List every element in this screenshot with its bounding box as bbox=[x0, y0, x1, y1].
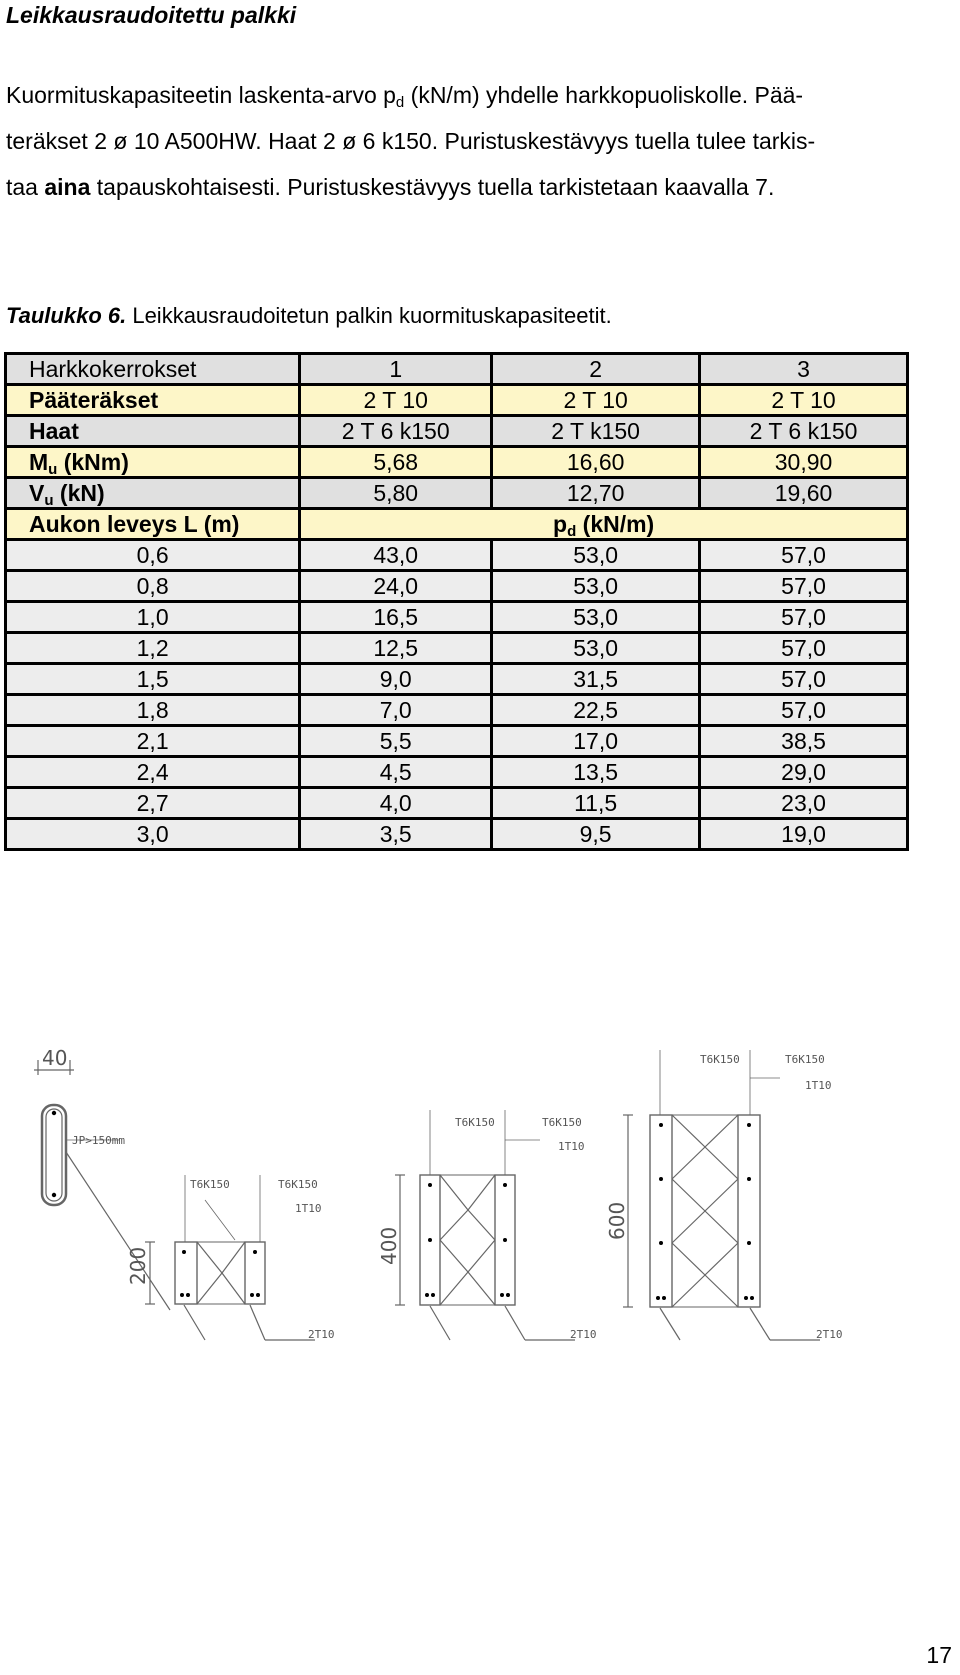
table-cell: 2 T 6 k150 bbox=[300, 416, 492, 447]
label-1t10: 1T10 bbox=[295, 1202, 322, 1215]
row-label: Pääteräkset bbox=[6, 385, 300, 416]
span-cell: 1,5 bbox=[6, 664, 300, 695]
row-label: Haat bbox=[6, 416, 300, 447]
table-row bbox=[6, 664, 908, 695]
table-row-vu bbox=[6, 478, 908, 509]
reinforcement-drawing bbox=[0, 1040, 960, 1350]
row-label: Aukon leveys L (m) bbox=[6, 509, 300, 540]
label-1t10: 1T10 bbox=[805, 1079, 832, 1092]
table-row bbox=[6, 633, 908, 664]
pd-header: $p_d$ (kN/m) bbox=[300, 509, 908, 540]
pd-cell: 3,5 bbox=[300, 819, 492, 850]
label-2t10: 2T10 bbox=[570, 1328, 597, 1341]
header-label: Harkkokerrokset bbox=[6, 354, 300, 385]
pd-cell: 9,0 bbox=[300, 664, 492, 695]
dim-600: 600 bbox=[605, 1201, 629, 1240]
dim-40: 40 bbox=[42, 1046, 68, 1070]
span-cell: 3,0 bbox=[6, 819, 300, 850]
pd-cell: 9,5 bbox=[492, 819, 700, 850]
span-cell: 0,6 bbox=[6, 540, 300, 571]
table-row-mu bbox=[6, 447, 908, 478]
pd-cell: 53,0 bbox=[492, 602, 700, 633]
table-header-row bbox=[6, 354, 908, 385]
pd-cell: 43,0 bbox=[300, 540, 492, 571]
pd-cell: 17,0 bbox=[492, 726, 700, 757]
jp-label: JP>150mm bbox=[72, 1134, 125, 1147]
header-col-3: 3 bbox=[700, 354, 908, 385]
row-label: $V_u$ (kN) bbox=[6, 478, 300, 509]
table-row-paateraks bbox=[6, 385, 908, 416]
span-cell: 2,7 bbox=[6, 788, 300, 819]
table-cell: 5,68 bbox=[300, 447, 492, 478]
table-row-haat bbox=[6, 416, 908, 447]
label-1t10: 1T10 bbox=[558, 1140, 585, 1153]
para-line-3: taa aina tapauskohtaisesti. Puristuskestävyys tuella tarkistetaan kaavalla 7. bbox=[6, 174, 775, 200]
table-row bbox=[6, 819, 908, 850]
span-cell: 1,8 bbox=[6, 695, 300, 726]
table-cell: 12,70 bbox=[492, 478, 700, 509]
table-cell: 30,90 bbox=[700, 447, 908, 478]
table-row bbox=[6, 726, 908, 757]
pd-cell: 57,0 bbox=[700, 664, 908, 695]
pd-cell: 53,0 bbox=[492, 540, 700, 571]
dim-200: 200 bbox=[126, 1246, 150, 1285]
pd-cell: 19,0 bbox=[700, 819, 908, 850]
table-cell: 2 T k150 bbox=[492, 416, 700, 447]
pd-cell: 22,5 bbox=[492, 695, 700, 726]
table-body bbox=[6, 540, 908, 850]
pd-cell: 57,0 bbox=[700, 571, 908, 602]
pd-cell: 7,0 bbox=[300, 695, 492, 726]
pd-cell: 57,0 bbox=[700, 695, 908, 726]
pd-cell: 29,0 bbox=[700, 757, 908, 788]
table-cell: 2 T 10 bbox=[300, 385, 492, 416]
para-line-1: Kuormituskapasiteetin laskenta-arvo $p_d$ (kN/m) yhdelle harkkopuoliskolle. Pää- bbox=[6, 82, 804, 111]
row-label: $M_u$ (kNm) bbox=[6, 447, 300, 478]
table-cell: 2 T 10 bbox=[492, 385, 700, 416]
page-number: 17 bbox=[926, 1642, 952, 1668]
pd-cell: 4,5 bbox=[300, 757, 492, 788]
pd-cell: 53,0 bbox=[492, 633, 700, 664]
table-row bbox=[6, 571, 908, 602]
pd-cell: 16,5 bbox=[300, 602, 492, 633]
table-cell: 2 T 6 k150 bbox=[700, 416, 908, 447]
pd-cell: 4,0 bbox=[300, 788, 492, 819]
dim-400: 400 bbox=[377, 1226, 401, 1265]
label-t6k150: T6K150 bbox=[542, 1116, 582, 1129]
para-line-2: teräkset 2 ø 10 A500HW. Haat 2 ø 6 k150. Puristuskestävyys tuella tulee tarkis- bbox=[6, 128, 816, 154]
table-cell: 2 T 10 bbox=[700, 385, 908, 416]
span-cell: 2,4 bbox=[6, 757, 300, 788]
span-cell: 2,1 bbox=[6, 726, 300, 757]
label-t6k150: T6K150 bbox=[700, 1053, 740, 1066]
pd-cell: 31,5 bbox=[492, 664, 700, 695]
header-col-2: 2 bbox=[492, 354, 700, 385]
intro-paragraph bbox=[6, 72, 952, 210]
pd-cell: 38,5 bbox=[700, 726, 908, 757]
pd-cell: 53,0 bbox=[492, 571, 700, 602]
table-cell: 5,80 bbox=[300, 478, 492, 509]
header-col-1: 1 bbox=[300, 354, 492, 385]
pd-cell: 12,5 bbox=[300, 633, 492, 664]
pd-cell: 5,5 bbox=[300, 726, 492, 757]
pd-cell: 11,5 bbox=[492, 788, 700, 819]
table-row-span-header bbox=[6, 509, 908, 540]
capacity-table bbox=[4, 352, 909, 851]
label-t6k150: T6K150 bbox=[785, 1053, 825, 1066]
pd-cell: 57,0 bbox=[700, 602, 908, 633]
pd-cell: 57,0 bbox=[700, 540, 908, 571]
table-row bbox=[6, 788, 908, 819]
section-heading: Leikkausraudoitettu palkki bbox=[6, 2, 297, 28]
label-t6k150: T6K150 bbox=[278, 1178, 318, 1191]
table-cell: 16,60 bbox=[492, 447, 700, 478]
span-cell: 1,0 bbox=[6, 602, 300, 633]
table-row bbox=[6, 602, 908, 633]
table-row bbox=[6, 757, 908, 788]
table-cell: 19,60 bbox=[700, 478, 908, 509]
table-caption: Taulukko 6. Leikkausraudoitetun palkin kuormituskapasiteetit. bbox=[6, 303, 612, 328]
pd-cell: 23,0 bbox=[700, 788, 908, 819]
table-row bbox=[6, 540, 908, 571]
pd-cell: 13,5 bbox=[492, 757, 700, 788]
pd-cell: 24,0 bbox=[300, 571, 492, 602]
table-row bbox=[6, 695, 908, 726]
span-cell: 0,8 bbox=[6, 571, 300, 602]
pd-cell: 57,0 bbox=[700, 633, 908, 664]
span-cell: 1,2 bbox=[6, 633, 300, 664]
label-t6k150: T6K150 bbox=[190, 1178, 230, 1191]
label-2t10: 2T10 bbox=[816, 1328, 843, 1341]
label-2t10: 2T10 bbox=[308, 1328, 335, 1341]
label-t6k150: T6K150 bbox=[455, 1116, 495, 1129]
